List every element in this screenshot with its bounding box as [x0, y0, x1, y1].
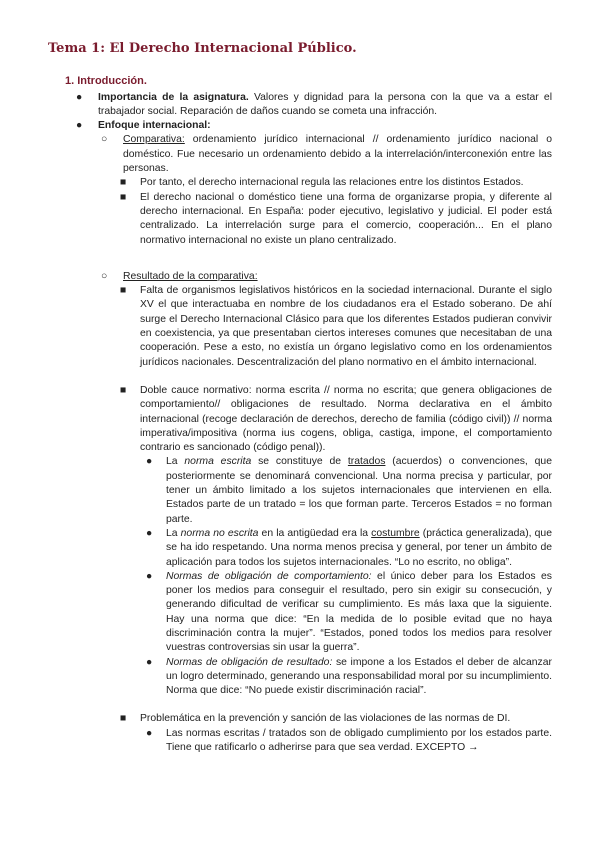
- comp-text-2: El derecho nacional o doméstico tiene una forma de organizarse propia, y diferente al derecho internacional. En España: poder ejecutivo, legislativo y judicial. El poder está centralizado. La interrelación surge para el comercio, cooperación... En el plano normativo internacional no existe un plano centralizado.: [140, 191, 552, 246]
- bullet-dot-icon: ●: [146, 656, 153, 668]
- res-text-2: Doble cauce normativo: norma escrita // norma no escrita; que genera obligaciones de comportamiento// obligaciones de resultado. Norma declarativa en el ámbito internacional (recoge declaración de derechos, derecho de familia (código civil)) // norma imperativa/impositiva (norma ius cogens, obliga, castiga, impone, el comportamiento contrario es sancionado (código penal)).: [140, 384, 552, 454]
- bullet-circle-icon: ○: [101, 134, 108, 146]
- comp-text-1: Por tanto, el derecho internacional regula las relaciones entre los distintos Estados.: [140, 177, 524, 189]
- res-text-1: Falta de organismos legislativos históricos en la sociedad internacional. Durante el siglo XV el que interactuaba en nombre de los ciudadanos era el Estado soberano. De ahí surge el Derecho Internacional Clásico para que los diferentes Estados pudieran convivir en coexistencia, ya que presentaban ciertos intereses comunes que necesitaban de una cooperación. Pese a esto, no existía un órgano legislativo como en los ordenamientos jurídicos nacionales. Descentralización del plano normativo en el ámbito internacional.: [140, 285, 552, 368]
- text-fragment: el único deber para los Estados es poner los medios para conseguir el resultado, pero sin exigir su consecución, y generando dificultad de verificar su cumplimiento. Es más laxa que la siguiente. Hay una norma que dice: “En la medida de lo posible evitad que no haya discriminación contra la mujer”. “Estados, poned todos los medios para resolver vuestras controversias sin usar la guerra”.: [166, 570, 553, 654]
- bullet-obligacion-resultado: [146, 656, 552, 699]
- bullet-importancia: [76, 91, 553, 120]
- bullet-comparativa: [101, 133, 552, 176]
- resultado-label: Resultado de la comparativa:: [123, 270, 258, 282]
- bullet-square-icon: ■: [120, 713, 127, 725]
- comparativa-label: Comparativa:: [123, 134, 185, 146]
- document-title: Tema 1: El Derecho Internacional Público.: [48, 41, 357, 56]
- bullet-dot-icon: ●: [146, 570, 153, 582]
- bullet-comp-2: [120, 191, 552, 248]
- bullet-enfoque: [76, 119, 552, 133]
- bullet-square-icon: ■: [120, 177, 127, 189]
- resultado-em: Normas de obligación de resultado:: [166, 656, 333, 668]
- comportamiento-em: Normas de obligación de comportamiento:: [166, 570, 372, 582]
- costumbre-underlined: costumbre: [371, 527, 420, 539]
- bullet-normas-escritas: [146, 727, 552, 756]
- res-text-3: Problemática en la prevención y sanción de las violaciones de las normas de DI.: [140, 713, 511, 725]
- bullet-comp-1: [120, 176, 552, 190]
- normas-escritas-text: Las normas escritas / tratados son de obligado cumplimiento por los estados parte. Tiene que ratificarlo o adherirse para que sea verdad. EXCEPTO →: [166, 727, 552, 754]
- bullet-res-1: [120, 284, 552, 370]
- bullet-square-icon: ■: [120, 191, 127, 203]
- bullet-square-icon: ■: [120, 285, 127, 297]
- bullet-dot-icon: ●: [146, 456, 153, 468]
- comparativa-text: ordenamiento jurídico internacional // ordenamiento jurídico nacional o doméstico. Fue necesario un ordenamiento debido a la interrelación/interconexión entre las personas.: [123, 134, 552, 175]
- text-fragment: La: [166, 527, 181, 539]
- importancia-text: Valores y dignidad para la persona con la que va a estar el trabajador social. Reparación de daños cuando se cometa una infracción.: [98, 91, 553, 117]
- norma-no-escrita-em: norma no escrita: [180, 527, 259, 539]
- tratados-underlined: tratados: [347, 456, 386, 468]
- bullet-circle-icon: ○: [101, 270, 108, 282]
- text-fragment: (acuerdos) o convenciones, que posteriormente se denominará convencional. Una norma precisa y particular, por tener un ámbito limitado a los sujetos internacionales que intervienen en ella. Estados parte de un tratado = los que forman parte. Terceros Estados = no forman parte.: [166, 456, 552, 525]
- section-heading: 1. Introducción.: [65, 75, 147, 88]
- importancia-label: Importancia de la asignatura.: [98, 91, 249, 103]
- norma-escrita-em: norma escrita: [184, 456, 252, 468]
- bullet-dot-icon: ●: [146, 727, 153, 739]
- text-fragment: se impone a los Estados el deber de alcanzar un logro determinado, generando una responsabilidad moral por su incumplimiento. Norma que dice: “No puede existir discriminación racial”.: [166, 656, 552, 697]
- enfoque-label: Enfoque internacional:: [98, 120, 211, 132]
- bullet-resultado: [101, 270, 552, 284]
- text-fragment: (práctica generalizada), que se ha ido respetando. Una norma menos precisa y general, por tener un ámbito de aplicación para todos los sujetos internacionales. “Lo no escrito, no obliga”.: [166, 527, 552, 568]
- bullet-obligacion-comportamiento: [146, 570, 553, 656]
- bullet-square-icon: ■: [120, 384, 127, 396]
- bullet-norma-escrita: [146, 455, 552, 526]
- bullet-res-3: [120, 712, 552, 726]
- bullet-norma-no-escrita: [146, 527, 552, 570]
- text-fragment: en la antigüedad era la: [258, 527, 372, 539]
- bullet-dot-icon: ●: [146, 527, 153, 539]
- bullet-dot-icon: ●: [76, 120, 83, 132]
- bullet-res-2: [120, 384, 552, 455]
- bullet-dot-icon: ●: [76, 91, 83, 103]
- text-fragment: se constituye de: [251, 456, 348, 468]
- text-fragment: La: [166, 456, 185, 468]
